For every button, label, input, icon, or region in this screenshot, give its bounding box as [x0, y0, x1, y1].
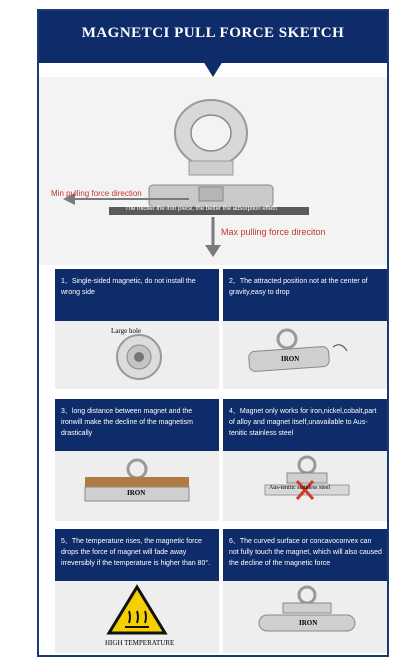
magnet-hook-illustration [39, 77, 387, 265]
main-diagram [39, 77, 387, 265]
large-hole-label: Large hole [111, 327, 141, 335]
card-center-gravity [223, 269, 387, 389]
card-text: 6、The curved surface or concavoconvex can not fully touch the magnet, which will also caused the decline of the magnetic force [223, 529, 387, 581]
card-illustration [223, 581, 387, 653]
card-text: 2、The attracted position not at the center of gravity,easy to drop [223, 269, 387, 321]
iron-label: IRON [299, 619, 318, 627]
card-temperature [55, 529, 219, 653]
iron-label: IRON [281, 355, 300, 363]
header-pointer [203, 61, 223, 77]
card-curved-surface [223, 529, 387, 653]
card-single-sided [55, 269, 219, 389]
page-title: MAGNETCI PULL FORCE SKETCH [81, 25, 345, 41]
header-banner [39, 11, 387, 63]
card-text: 5、The temperature rises, the magnetic force drops the force of magnet will fade away irreversibly if the temperature is higher than 80°. [55, 529, 219, 581]
high-temp-label: HIGH TEMPERATURE [105, 639, 175, 647]
card-illustration [223, 451, 387, 521]
card-text: 1、Single-sided magnetic, do not install the wrong side [55, 269, 219, 321]
stainless-label: Aus-tenitic stainless steel [269, 485, 330, 491]
card-illustration [223, 321, 387, 389]
card-illustration [55, 581, 219, 653]
card-distance [55, 399, 219, 521]
card-illustration [55, 321, 219, 389]
infographic-frame [37, 9, 389, 657]
min-force-label: Min pulling force direction [51, 189, 142, 198]
plate-caption: The thicker the iron piece, the better the adsorption effect [125, 206, 277, 212]
card-stainless [223, 399, 387, 521]
iron-label: IRON [127, 489, 146, 497]
card-text: 4、Magnet only works for iron,nickel,cobalt,part of alloy and magnet itself,unavailable to Aus-tenitic stainless steel [223, 399, 387, 451]
card-illustration [55, 451, 219, 521]
card-text: 3、long distance between magnet and the ironwill make the decline of the magnetism drastically [55, 399, 219, 451]
max-force-label: Max pulling force direciton [221, 227, 326, 237]
